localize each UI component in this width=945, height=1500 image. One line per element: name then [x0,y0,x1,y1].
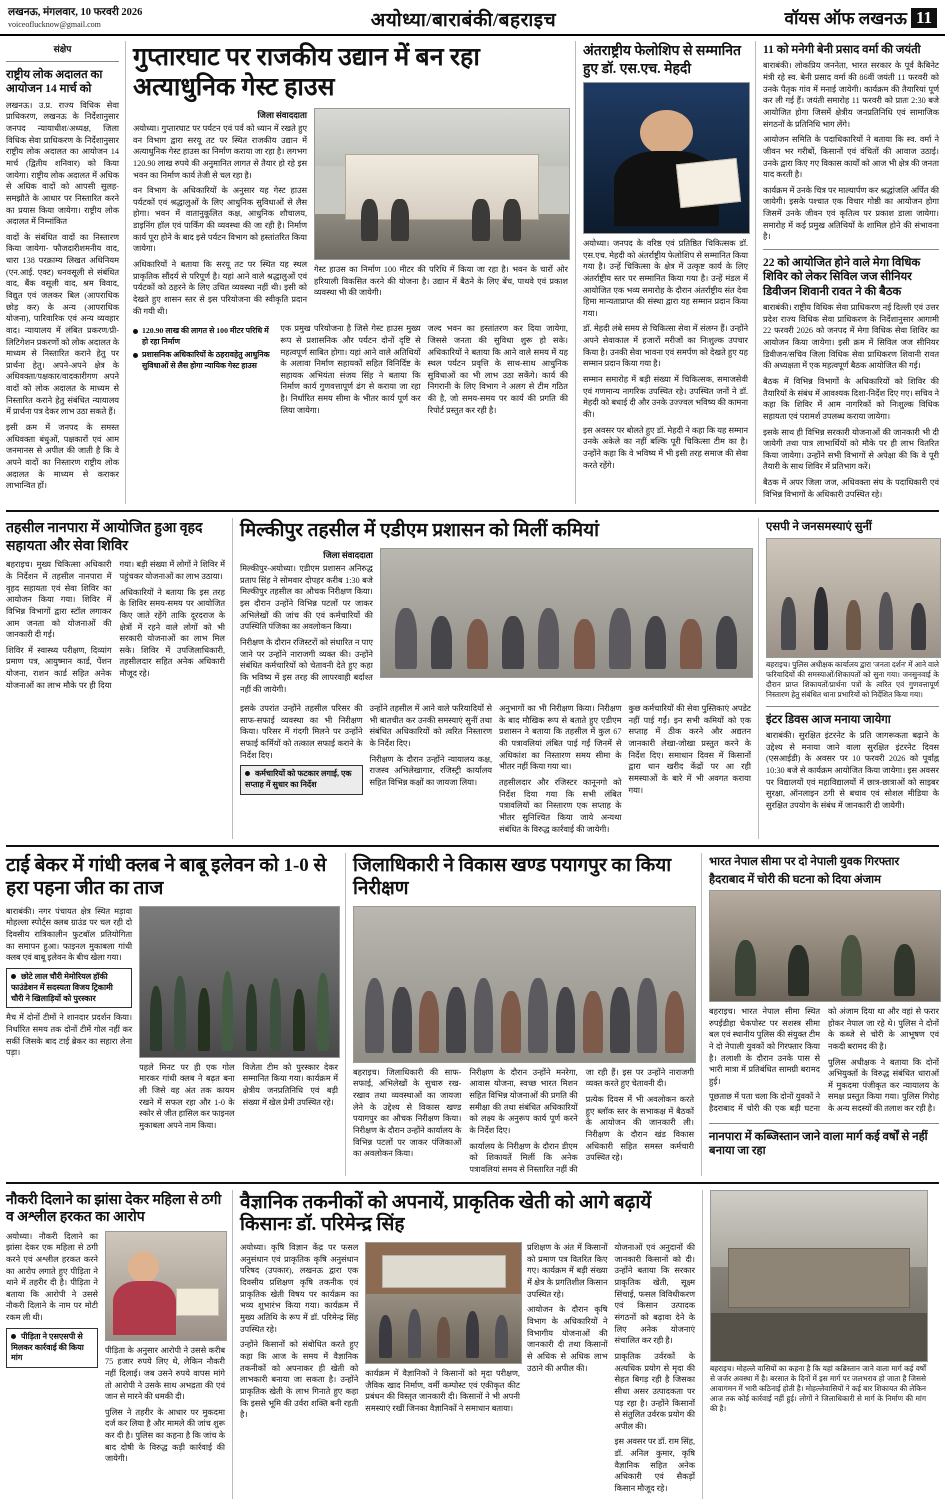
fellowship-para-1: अयोध्या। जनपद के वरिष्ठ एवं प्रतिष्ठित चिकित्सक डॉ. एस.एच. मेहदी को अंतर्राष्ट्रीय फेलोशिप से सम्मानित किया गया है। उन्हें चिकित्सा के क्षेत्र में उत्कृष्ट कार्य के लिए अंतर्राष्ट्रीय स्तर पर सम्मानित किया गया है। उन्हें मंडल में आयोजित एक भव्य समारोह के दौरान अंतर्राष्ट्रीय संत देवा हिमा मान्यताप्राप्त की संस्था द्वारा यह सम्मान प्रदान किया गया। [583,239,748,318]
lead-para-3: अधिकारियों ने बताया कि सरयू तट पर स्थित यह स्थल प्राकृतिक सौंदर्य से परिपूर्ण है। यहां आने वाले श्रद्धालुओं एवं पर्यटकों को ठहरने के लिए उचित व्यवस्था नहीं थी। इसी को देखते हुए शासन स्तर से इस परियोजना की स्वीकृति प्रदान की गयी थी। [133,260,307,316]
natural-farming-photo [365,1242,522,1364]
beni-verma-para-2: आयोजन समिति के पदाधिकारियों ने बताया कि स्व. वर्मा ने जीवन भर गरीबों, किसानों एवं वंचितों की आवाज उठाई। उनके द्वारा किए गए विकास कार्यों को आज भी क्षेत्र की जनता याद करती है। [763,135,939,180]
story-sp-hearing [759,518,939,839]
masthead-left [8,6,142,30]
lead-para-5: जल्द भवन का हस्तांतरण कर दिया जायेगा, जिससे जनता की सुविधा शुरू हो सके। अधिकारियों ने बताया कि आने वाले समय में यह स्थल पर्यटन प्रवृत्ति के साथ-साथ आधुनिक सुविधाओं का भी लाभ उठा सकेंगे। कार्य की निगरानी के लिए विभाग ने अलग से टीम गठित की है, जो समय-समय पर कार्य की प्रगति की रिपोर्ट प्रस्तुत कर रही है। [427,324,568,415]
nanpara-para-1: बहराइच। मुख्य चिकित्सा अधिकारी के निर्देशन में तहसील नानपारा में वृहद सहायता एवं सेवा शिविर का आयोजन किया गया। शिविर में विभिन्न विभागों द्वारा स्टॉल लगाकर आम जनता को योजनाओं की जानकारी दी गई। [6,560,112,640]
story-fellowship [576,41,756,504]
lead-para-1: अयोध्या। गुप्तारघाट पर पर्यटन एवं पर्व को ध्यान में रखते हुए वन विभाग द्वारा सरयू तट पर स्थित राजकीय उद्यान में अत्याधुनिक गेस्ट हाउस का निर्माण कराया जा रहा है। लगभग 120.90 लाख रुपये की अनुमानित लागत से तैयार हो रहे इस भवन का निर्माण कार्य तेजी से चल रहा है। [133,124,307,180]
lead-photo-side-para: गेस्ट हाउस का निर्माण 100 मीटर की परिधि में किया जा रहा है। भवन के चारों ओर हरियाली विकसित करने की योजना है। उद्यान में बैठने के लिए बेंच, पाथवे एवं प्रकाश व्यवस्था भी की जायेगी। [314,265,568,298]
lead-para-4: एक प्रमुख परियोजना है जिसे गेस्ट हाउस मुख्य रूप से प्रशासनिक और पर्यटन दोनों दृष्टि से महत्वपूर्ण साबित होगा। यहां आने वाले अतिथियों के अलावा निर्माण सहायकों सहित विनिर्दिष्ट के सहायक अभियंता संजय सिंह ने बताया कि निर्माण कार्य गुणवत्तापूर्ण ढंग से कराया जा रहा है। निर्धारित समय सीमा के भीतर कार्य पूर्ण कर लिया जायेगा। [280,324,421,415]
column-right [756,41,939,504]
masthead-email: voiceoflucknow@gmail.com [8,19,101,29]
story-road-complaint [703,1190,926,1499]
masthead-date: लखनऊ, मंगलवार, 10 फरवरी 2026 [8,7,143,18]
brief-para-3: इसी क्रम में जनपद के समस्त अधिवक्ता बंधुओं, पक्षकारों एवं आम जनमानस से अपील की जाती है कि वे अपने वादों का निस्तारण राष्ट्रीय लोक अदालत के माध्यम से कराकर लाभान्वित हों। [6,423,119,491]
road-complaint-photo [710,1190,928,1362]
brief-para-1: लखनऊ। उ.प्र. राज्य विधिक सेवा प्राधिकरण, लखनऊ के निर्देशानुसार जनपद न्यायाधीश/अध्यक्ष, जिला विधिक सेवा प्राधिकरण के निर्देशानुसार राष्ट्रीय लोक अदालत का आयोजन 14 मार्च (द्वितीय शनिवार) को किया जायेगा। राष्ट्रीय लोक अदालत में अधिक से अधिक वादों को आपसी सुलह-समझौते के आधार पर निस्तारित करने का प्रयास किया जायेगा। राष्ट्रीय लोक अदालत में निम्नांकित [6,100,119,227]
beni-verma-headline: 11 को मनेगी बेनी प्रसाद वर्मा की जयंती [763,44,921,56]
fellowship-para-4: इस अवसर पर बोलते हुए डॉ. मेहदी ने कहा कि यह सम्मान उनके अकेले का नहीं बल्कि पूरी चिकित्सा टीम का है। उन्होंने कहा कि वे भविष्य में भी इसी तरह समाज की सेवा करते रहेंगे। [583,425,748,470]
masthead-edition-title: अयोध्या/बाराबंकी/बहराइच [370,10,557,31]
nanpara-headline: तहसील नानपारा में आयोजित हुआ वृहद सहायता और सेवा शिविर [6,521,203,554]
dm-inspection-para-2: निरीक्षण के दौरान उन्होंने मनरेगा, आवास योजना, स्वच्छ भारत मिशन सहित विभिन्न योजनाओं की प्रगति की समीक्षा की तथा संबंधित अधिकारियों को लक्ष्य के अनुरूप कार्य पूर्ण करने के निर्देश दिए। [469,1067,578,1136]
brief-kicker: संक्षेप [53,44,72,54]
sp-hearing-title: एसपी ने जनसमस्याएं सुनीं [766,521,872,534]
beni-verma-para-1: बाराबंकी। लोकप्रिय जननेता, भारत सरकार के पूर्व कैबिनेट मंत्री रहे स्व. बेनी प्रसाद वर्मा की 86वीं जयंती 11 फरवरी को उनके पैतृक गांव में मनाई जायेगी। कार्यक्रम की तैयारियां पूर्ण कर ली गई हैं। जयंती समारोह 11 फरवरी को प्रातः 2:30 बजे आयोजित होगा जिसमें क्षेत्रीय जनप्रतिनिधि एवं सामाजिक संगठनों के प्रतिनिधि भाग लेंगे। [763,61,939,129]
milkipur-callout-box [240,765,363,795]
lead-body-top [133,108,568,321]
lead-byline: जिला संवाददाता [257,110,307,120]
nepal-arrest-para-3: पुलिस अधीक्षक ने बताया कि दोनों अभियुक्तों के विरुद्ध संबंधित धाराओं में मुकदमा पंजीकृत कर न्यायालय के समक्ष प्रस्तुत किया गया। पुलिस गिरोह के अन्य सदस्यों की तलाश कर रही है। [828,1057,939,1114]
brief-headline: राष्ट्रीय लोक अदालत का आयोजन 14 मार्च को [6,69,103,96]
lead-story [126,41,576,504]
nanpara-para-2: शिविर में स्वास्थ्य परीक्षण, दिव्यांग प्रमाण पत्र, आयुष्मान कार्ड, पेंशन योजना, राशन कार्ड सहित अनेक योजनाओं का लाभ मौके पर ही दिया गया। बड़ी संख्या में लोगों ने शिविर में पहुंचकर योजनाओं का लाभ उठाया। [6,560,225,690]
bullet-dot-icon [11,1334,16,1339]
row-3 [0,853,945,1175]
brief-para-2: वादों के संबंधित वादों का निस्तारण किया जायेगा- फौजदारीशमनीय वाद, धारा 138 परक्राम्य लिखत अधिनियम (एन.आई. एक्ट) धनवसूली से संबंधित वाद, बैंक वसूली वाद, श्रम विवाद, विद्युत एवं जलकर बिल (आपराधिक छोड़ कर) के अन्य (आपराधिक योजना), पारिवारिक एवं अन्य व्यवहार वाद। न्यायालय में लंबित प्रकरण/प्री-लिटिगेशन प्रकरणों को लोक अदालत के माध्यम से निस्तारित कराने हेतु पर प्रार्थना हेतु। अपने-अपने क्षेत्र के अधिवक्ता/पक्षकार/वादकारीगण अपने वादों को लोक अदालत के माध्यम से निस्तारित कराने हेतु संबंधित न्यायालय में प्रार्थना पत्र देकर लाभ उठा सकते हैं। [6,232,119,417]
story-nanpara-camp [6,518,233,839]
column-brief [6,41,126,504]
milkipur-para-3: इसके उपरांत उन्होंने तहसील परिसर की साफ-सफाई व्यवस्था का भी निरीक्षण किया। परिसर में गंदगी मिलने पर उन्होंने सफाई कर्मियों को तत्काल सफाई कराने के निर्देश दिए। [240,704,363,760]
fellowship-photo [583,82,750,234]
football-headline: टाई बेकर में गांधी क्लब ने बाबू इलेवन को 1-0 से हरा पहना जीत का ताज [6,855,327,900]
job-fraud-para-2: पीड़िता के अनुसार आरोपी ने उससे करीब 75 हजार रुपये लिए थे, लेकिन नौकरी नहीं दिलाई। जब उसने रुपये वापस मांगे तो आरोपी ने उसके साथ अभद्रता की एवं जान से मारने की धमकी दी। [104,1345,225,1402]
row-1 [0,36,945,504]
milkipur-para-6: अनुभागों का भी निरीक्षण किया। निरीक्षण के बाद मौखिक रूप से बताते हुए एडीएम प्रशासन ने बताया कि तहसील में कुल 67 की पत्रावलियां लंबित पाई गईं जिनमें से अधिकांश का निस्तारण समय सीमा के भीतर नहीं किया गया था। [499,704,622,772]
story-football [6,853,346,1175]
dm-inspection-headline: जिलाधिकारी ने विकास खण्ड पयागपुर का किया निरीक्षण [353,855,672,900]
football-para-3: पहले मिनट पर ही एक गोल मारकर गांधी क्लब ने बढ़त बना ली जिसे वह अंत तक कायम रखने में सफल रहा और 1-0 के स्कोर से जीत हासिल कर फाइनल मुकाबला अपने नाम किया। [139,1062,235,1131]
fellowship-para-3: सम्मान समारोह में बड़ी संख्या में चिकित्सक, समाजसेवी एवं गणमान्य नागरिक उपस्थित रहे। उपस्थित जनों ने डॉ. मेहदी को बधाई दी और उनके उज्ज्वल भविष्य की कामना की। [583,375,748,419]
lead-para-2: वन विभाग के अधिकारियों के अनुसार यह गेस्ट हाउस पर्यटकों एवं श्रद्धालुओं के लिए आधुनिक सुविधाओं से लैस होगा। भवन में वातानुकूलित कक्ष, आधुनिक शौचालय, डाइनिंग हॉल एवं पार्किंग की व्यवस्था की जा रही है। निर्माण कार्य पूरा होने के बाद इसे पर्यटन विभाग को हस्तांतरित किया जायेगा। [133,186,307,254]
beni-verma-para-3: कार्यक्रम में उनके चित्र पर माल्यार्पण कर श्रद्धांजलि अर्पित की जायेगी। इसके पश्चात एक विचार गोष्ठी का आयोजन होगा जिसमें उनके जीवन एवं कृतित्व पर प्रकाश डाला जायेगा। समारोह में कई प्रमुख अतिथियों के शामिल होने की संभावना है। [763,185,939,242]
natural-farming-para-5: आयोजन के दौरान कृषि विभाग के अधिकारियों ने विभागीय योजनाओं की जानकारी दी तथा किसानों से अधिक से अधिक लाभ उठाने की अपील की। [526,1305,608,1373]
story-nepal-arrest [702,853,939,1175]
story-dm-inspection [346,853,702,1175]
job-fraud-headline: नौकरी दिलाने का झांसा देकर महिला से ठगी व अश्लील हरकत का आरोप [6,1192,222,1226]
natural-farming-para-8: इस अवसर पर डॉ. राम सिंह, डॉ. अनिल कुमार, कृषि वैज्ञानिक सहित अनेक अधिकारी एवं सैकड़ों किसान मौजूद रहे। [614,1437,696,1494]
bullet-dot-icon [133,353,138,358]
legal-camp-para-3: इसके साथ ही विभिन्न सरकारी योजनाओं की जानकारी भी दी जायेगी तथा पात्र लाभार्थियों को मौके पर ही लाभ वितरित किया जायेगा। उन्होंने सभी विभागों से अपेक्षा की कि वे पूरी तैयारी के साथ शिविर में प्रतिभाग करें। [763,427,939,472]
lead-bullet-1 [133,326,273,347]
nepal-arrest-headline: भारत नेपाल सीमा पर दो नेपाली युवक गिरफ्तार [709,856,900,869]
paper-name: वॉयस ऑफ लखनऊ [784,9,907,28]
row-2 [0,518,945,839]
page-number: 11 [911,8,937,28]
milkipur-para-5: निरीक्षण के दौरान उन्होंने न्यायालय कक्ष, राजस्व अभिलेखागार, रजिस्ट्री कार्यालय सहित विभिन्न कक्षों का जायजा लिया। [369,754,492,788]
football-para-1: बाराबंकी। नगर पंचायत क्षेत्र स्थित मड़ावा मोहल्ला स्पोर्ट्स क्लब ग्राउंड पर चल रही दो दिवसीय रात्रिकालीन फुटबॉल प्रतियोगिता का समापन हुआ। फाइनल मुकाबला गांधी क्लब एवं बाबू इलेवन के बीच खेला गया। [6,906,133,963]
job-fraud-para-1: अयोध्या। नौकरी दिलाने का झांसा देकर एक महिला से ठगी करने एवं अश्लील हरकत करने का आरोप लगाते हुए पीड़िता ने थाने में तहरीर दी है। पीड़िता ने बताया कि आरोपी ने उससे नौकरी दिलाने के नाम पर मोटी रकम ली थी। [6,1231,98,1323]
nanpara-para-3: अधिकारियों ने बताया कि इस तरह के शिविर समय-समय पर आयोजित किए जाते रहेंगे ताकि दूरदराज के क्षेत्रों में रहने वाले लोगों को भी सरकारी योजनाओं का लाभ मिल सके। शिविर में उपजिलाधिकारी, तहसीलदार सहित अनेक अधिकारी मौजूद रहे। [119,587,225,679]
natural-farming-para-3: कार्यक्रम में वैज्ञानिकों ने किसानों को मृदा परीक्षण, जैविक खाद निर्माण, वर्मी कम्पोस्ट एवं एकीकृत कीट प्रबंधन की विस्तृत जानकारी दी। किसानों ने भी अपनी समस्याएं रखीं जिनका वैज्ञानिकों ने समाधान बताया। [365,1369,520,1414]
internet-day-para: बाराबंकी। सुरक्षित इंटरनेट के प्रति जागरूकता बढ़ाने के उद्देश्य से मनाया जाने वाला सुरक्षित इंटरनेट दिवस (एसआईडी) के अवसर पर 10 फरवरी 2026 को पूर्वाह्न 10:30 बजे से कार्यक्रम आयोजित किया जायेगा। इस अवसर पर विद्यालयों एवं महाविद्यालयों में छात्र-छात्राओं को साइबर सुरक्षा, ऑनलाइन ठगी से बचाव एवं सोशल मीडिया के सुरक्षित उपयोग के संबंध में जानकारी दी जायेगी। [766,731,939,810]
sp-hearing-photo [766,538,941,658]
road-complaint-caption: बहराइच। मोहल्ले वासियों का कहना है कि यहां कब्रिस्तान जाने वाला मार्ग कई वर्षों से जर्जर अवस्था में है। बरसात के दिनों में इस मार्ग पर जलभराव हो जाता है जिससे आवागमन में भारी कठिनाई होती है। मोहल्लेवासियों ने कई बार शिकायत की लेकिन आज तक कोई कार्रवाई नहीं हुई। लोगों ने जिलाधिकारी से मार्ग के निर्माण की मांग की है। [710,1363,926,1413]
story-milkipur [233,518,759,839]
job-fraud-para-3: पुलिस ने तहरीर के आधार पर मुकदमा दर्ज कर लिया है और मामले की जांच शुरू कर दी है। पुलिस का कहना है कि जांच के बाद दोषी के विरुद्ध कड़ी कार्रवाई की जायेगी। [104,1407,225,1464]
natural-farming-para-2: उन्होंने किसानों को संबोधित करते हुए कहा कि आज के समय में वैज्ञानिक तकनीकों को अपनाकर ही खेती को लाभकारी बनाया जा सकता है। उन्होंने प्राकृतिक खेती के लाभ गिनाते हुए कहा कि इससे भूमि की उर्वरा शक्ति बनी रहती है। [240,1340,359,1420]
road-complaint-headline: नानपारा में कब्जिस्तान जाने वाला मार्ग कई वर्षों से नहीं बनाया जा रहा [709,1130,928,1158]
masthead-right [785,6,937,29]
milkipur-para-2: निरीक्षण के दौरान रजिस्टरों को संधारित न पाए जाने पर उन्होंने नाराजगी व्यक्त की। उन्होंने संबंधित कर्मचारियों को चेतावनी देते हुए कहा कि भविष्य में इस तरह की लापरवाही बर्दाश्त नहीं की जायेगी। [240,638,373,694]
internet-day-headline: इंटर डिवस आज मनाया जायेगा [766,713,891,726]
legal-camp-para-1: बाराबंकी। राष्ट्रीय विधिक सेवा प्राधिकरण नई दिल्ली एवं उत्तर प्रदेश राज्य विधिक सेवा प्राधिकरण के निर्देशानुसार आगामी 22 फरवरी 2026 को जनपद में मेगा विधिक सेवा शिविर का आयोजन किया जायेगा। इसी क्रम में सिविल जज सीनियर डिवीजन/सचिव जिला विधिक सेवा प्राधिकरण शिवानी रावत की अध्यक्षता में एक महत्वपूर्ण बैठक आयोजित की गई। [763,303,939,371]
lead-bullet-2-text: प्रशासनिक अधिकारियों के ठहरावहेतु आधुनिक सुविधाओं से लैस होगा न्यायिक गेस्ट हाउस [142,350,270,370]
lead-body-bottom [133,323,568,420]
masthead [0,0,945,36]
lead-headline: गुप्तारघाट पर राजकीय उद्यान में बन रहा अत्याधुनिक गेस्ट हाउस [133,44,480,101]
natural-farming-para-4: प्रशिक्षण के अंत में किसानों को प्रमाण पत्र वितरित किए गए। कार्यक्रम में बड़ी संख्या में क्षेत्र के प्रगतिशील किसान उपस्थित रहे। [526,1243,608,1299]
milkipur-byline: जिला संवाददाता [323,550,373,561]
nepal-arrest-para-1: बहराइच। भारत नेपाल सीमा स्थित रुपईडीहा चेकपोस्ट पर सशस्त्र सीमा बल एवं स्थानीय पुलिस की संयुक्त टीम ने दो नेपाली युवकों को गिरफ्तार किया है। तलाशी के दौरान उनके पास से भारी मात्रा में प्रतिबंधित सामग्री बरामद हुई। [709,1007,820,1086]
dm-inspection-para-1: बहराइच। जिलाधिकारी की साफ-सफाई, अभिलेखों के सुचारु रख-रखाव तथा व्यवस्थाओं का जायजा लेने के उद्देश्य से विकास खण्ड पयागपुर का औचक निरीक्षण किया। निरीक्षण के दौरान उन्होंने कार्यालय के विभिन्न पटलों पर जाकर पंजिकाओं का अवलोकन किया। [353,1067,462,1159]
legal-camp-para-2: बैठक में विभिन्न विभागों के अधिकारियों को शिविर की तैयारियों के संबंध में आवश्यक दिशा-निर्देश दिए गए। सचिव ने कहा कि शिविर में आम नागरिकों को निःशुल्क विधिक सहायता एवं परामर्श उपलब्ध कराया जायेगा। [763,376,939,421]
dm-inspection-photo [353,906,696,1063]
lead-bullet-1-text: 120.90 लाख की लागत से 100 मीटर परिधि में हो रहा निर्माण [142,326,269,346]
football-callout-text: छोटे लाल चौरी मेमोरियल हॉकी फाउंडेशन में सदस्यता विजय ट्रिकामी चौरी ने खिलाड़ियों को पुरस्कार [11,972,113,1003]
nepal-arrest-photo [709,890,941,1002]
milkipur-para-7: तहसीलदार और रजिस्टर कानूनगो को निर्देश दिया गया कि सभी लंबित पत्रावलियों का निस्तारण एक सप्ताह के भीतर सुनिश्चित किया जाये अन्यथा संबंधित के विरुद्ध कार्रवाई की जायेगी। [499,778,622,834]
story-natural-farming [233,1190,703,1499]
football-para-4: विजेता टीम को पुरस्कार देकर सम्मानित किया गया। कार्यक्रम में क्षेत्रीय जनप्रतिनिधि एवं बड़ी संख्या में खेल प्रेमी उपस्थित रहे। [242,1062,338,1107]
bullet-dot-icon [245,771,250,776]
natural-farming-para-7: प्राकृतिक उर्वरकों के अत्यधिक प्रयोग से मृदा की सेहत बिगड़ रही है जिसका सीधा असर उत्पादकता पर पड़ रहा है। उन्होंने किसानों से संतुलित उर्वरक प्रयोग की अपील की। [614,1351,696,1431]
lead-bullet-2 [133,350,273,371]
milkipur-callout-text: कर्मचारियों को फटकार लगाई, एक सप्ताह में सुधार का निर्देश [245,769,352,790]
story-job-fraud [6,1190,233,1499]
milkipur-para-4: उन्होंने तहसील में आने वाले फरियादियों से भी बातचीत कर उनकी समस्याएं सुनीं तथा संबंधित अधिकारियों को त्वरित निस्तारण के निर्देश दिए। [369,704,492,749]
fellowship-headline: अंतराष्ट्रीय फेलोशिप से सम्मानित हुए डॉ. एस.एच. मेहदी [583,44,741,77]
natural-farming-para-6: योजनाओं एवं अनुदानों की जानकारी किसानों को दी। उन्होंने बताया कि सरकार प्राकृतिक खेती, सूक्ष्म सिंचाई, फसल विविधीकरण एवं किसान उत्पादक संगठनों को बढ़ावा देने के लिए अनेक योजनाएं संचालित कर रही है। [614,1243,696,1346]
football-callout-box [6,968,132,1008]
football-team-photo [139,906,340,1058]
sp-hearing-caption: बहराइच। पुलिस अधीक्षक कार्यालय द्वारा 'जनता दर्शन' में आने वाले फरियादियों की समस्याओं/शिकायतों को सुना गया। जनसुनवाई के दौरान प्राप्त शिकायतों/प्रार्थना पत्रों के त्वरित एवं गुणवत्तापूर्ण निस्तारण हेतु संबंधित थाना प्रभारियों को निर्देशित किया गया। [766,659,939,699]
natural-farming-para-1: अयोध्या। कृषि विज्ञान केंद्र पर फसल अनुसंधान एवं प्राकृतिक कृषि अनुसंधान परिषद (उपकार), लखनऊ द्वारा एक दिवसीय प्रशिक्षण कृषि तकनीक एवं प्राकृतिक खेती विषय पर कार्यक्रम का भव्य शुभारंभ किया गया। कार्यक्रम में मुख्य अतिथि के रूप में डॉ. परिमेन्द्र सिंह उपस्थित रहे। [240,1243,359,1334]
football-para-2: मैच में दोनों टीमों ने शानदार प्रदर्शन किया। निर्धारित समय तक दोनों टीमें गोल नहीं कर सकीं जिसके बाद टाई ब्रेकर का सहारा लेना पड़ा। [6,1013,133,1058]
dm-inspection-para-3: कार्यालय के निरीक्षण के दौरान डीएम को शिकायतें मिलीं कि अनेक पत्रावलियां समय से निस्तारित नहीं की जा रही हैं। इस पर उन्होंने नाराजगी व्यक्त करते हुए चेतावनी दी। [469,1067,694,1174]
legal-camp-para-4: बैठक में अपर जिला जज, अधिवक्ता संघ के पदाधिकारी एवं विभिन्न विभागों के अधिकारी उपस्थित रहे। [763,478,939,499]
bullet-dot-icon [133,329,138,334]
row-4 [0,1190,945,1499]
milkipur-para-1: मिल्कीपुर-अयोध्या। एडीएम प्रशासन अनिरुद्ध प्रताप सिंह ने सोमवार दोपहर करीब 1:30 बजे मिल्कीपुर तहसील का औचक निरीक्षण किया। इस दौरान उन्होंने विभिन्न पटलों पर जाकर अभिलेखों की जांच की एवं कर्मचारियों की उपस्थिति पंजिका का अवलोकन किया। [240,564,373,632]
lead-photo [314,108,570,260]
milkipur-para-8: कुछ कर्मचारियों की सेवा पुस्तिकाएं अपडेट नहीं पाई गईं। इन सभी कमियों को एक सप्ताह में ठीक करने और अद्यतन जानकारी लेखा-जोखा प्रस्तुत करने के निर्देश दिए। समाधान दिवस में किसानों द्वारा धान खरीद केंद्रों पर आ रही समस्याओं के बारे में भी अवगत कराया गया। [628,704,751,795]
job-fraud-callout-box [6,1328,98,1368]
hyderabad-theft-headline: हैदराबाद में चोरी की घटना को दिया अंजाम [709,873,881,886]
job-fraud-photo [105,1231,227,1341]
milkipur-headline: मिल्कीपुर तहसील में एडीएम प्रशासन को मिलीं कमियां [240,520,600,542]
job-fraud-callout-text: पीड़िता ने एसएसपी से मिलकर कार्रवाई की किया मांग [11,1331,84,1363]
bullet-dot-icon [11,974,16,979]
legal-camp-headline: 22 को आयोजित होने वाले मेगा विधिक शिविर को लेकर सिविल जज सीनियर डिवीजन शिवानी रावत ने की बैठक [763,256,921,298]
fellowship-para-2: डॉ. मेहदी लंबे समय से चिकित्सा सेवा में संलग्न हैं। उन्होंने अपने सेवाकाल में हजारों मरीजों का निःशुल्क उपचार किया है। उनकी सेवा भावना एवं समर्पण को देखते हुए यह सम्मान प्रदान किया गया है। [583,324,748,369]
milkipur-photo [380,548,753,678]
natural-farming-headline: वैज्ञानिक तकनीकों को अपनायें, प्राकृतिक खेती को आगे बढ़ायें किसानः डॉ. परिमेन्द्र सिंह [240,1191,652,1236]
nepal-arrest-para-2: पूछताछ में पता चला कि दोनों युवकों ने हैदराबाद में चोरी की एक बड़ी घटना को अंजाम दिया था और वहां से फरार होकर नेपाल जा रहे थे। पुलिस ने दोनों के कब्जे से चोरी के आभूषण एवं नकदी बरामद की है। [709,1007,939,1114]
dm-inspection-para-4: प्रत्येक दिवस में भी अवलोकन करते हुए ब्लॉक स्तर के सभाकक्ष में बैठकों के आयोजन की जानकारी ली। निरीक्षण के दौरान खंड विकास अधिकारी सहित समस्त कर्मचारी उपस्थित रहे। [585,1095,694,1163]
